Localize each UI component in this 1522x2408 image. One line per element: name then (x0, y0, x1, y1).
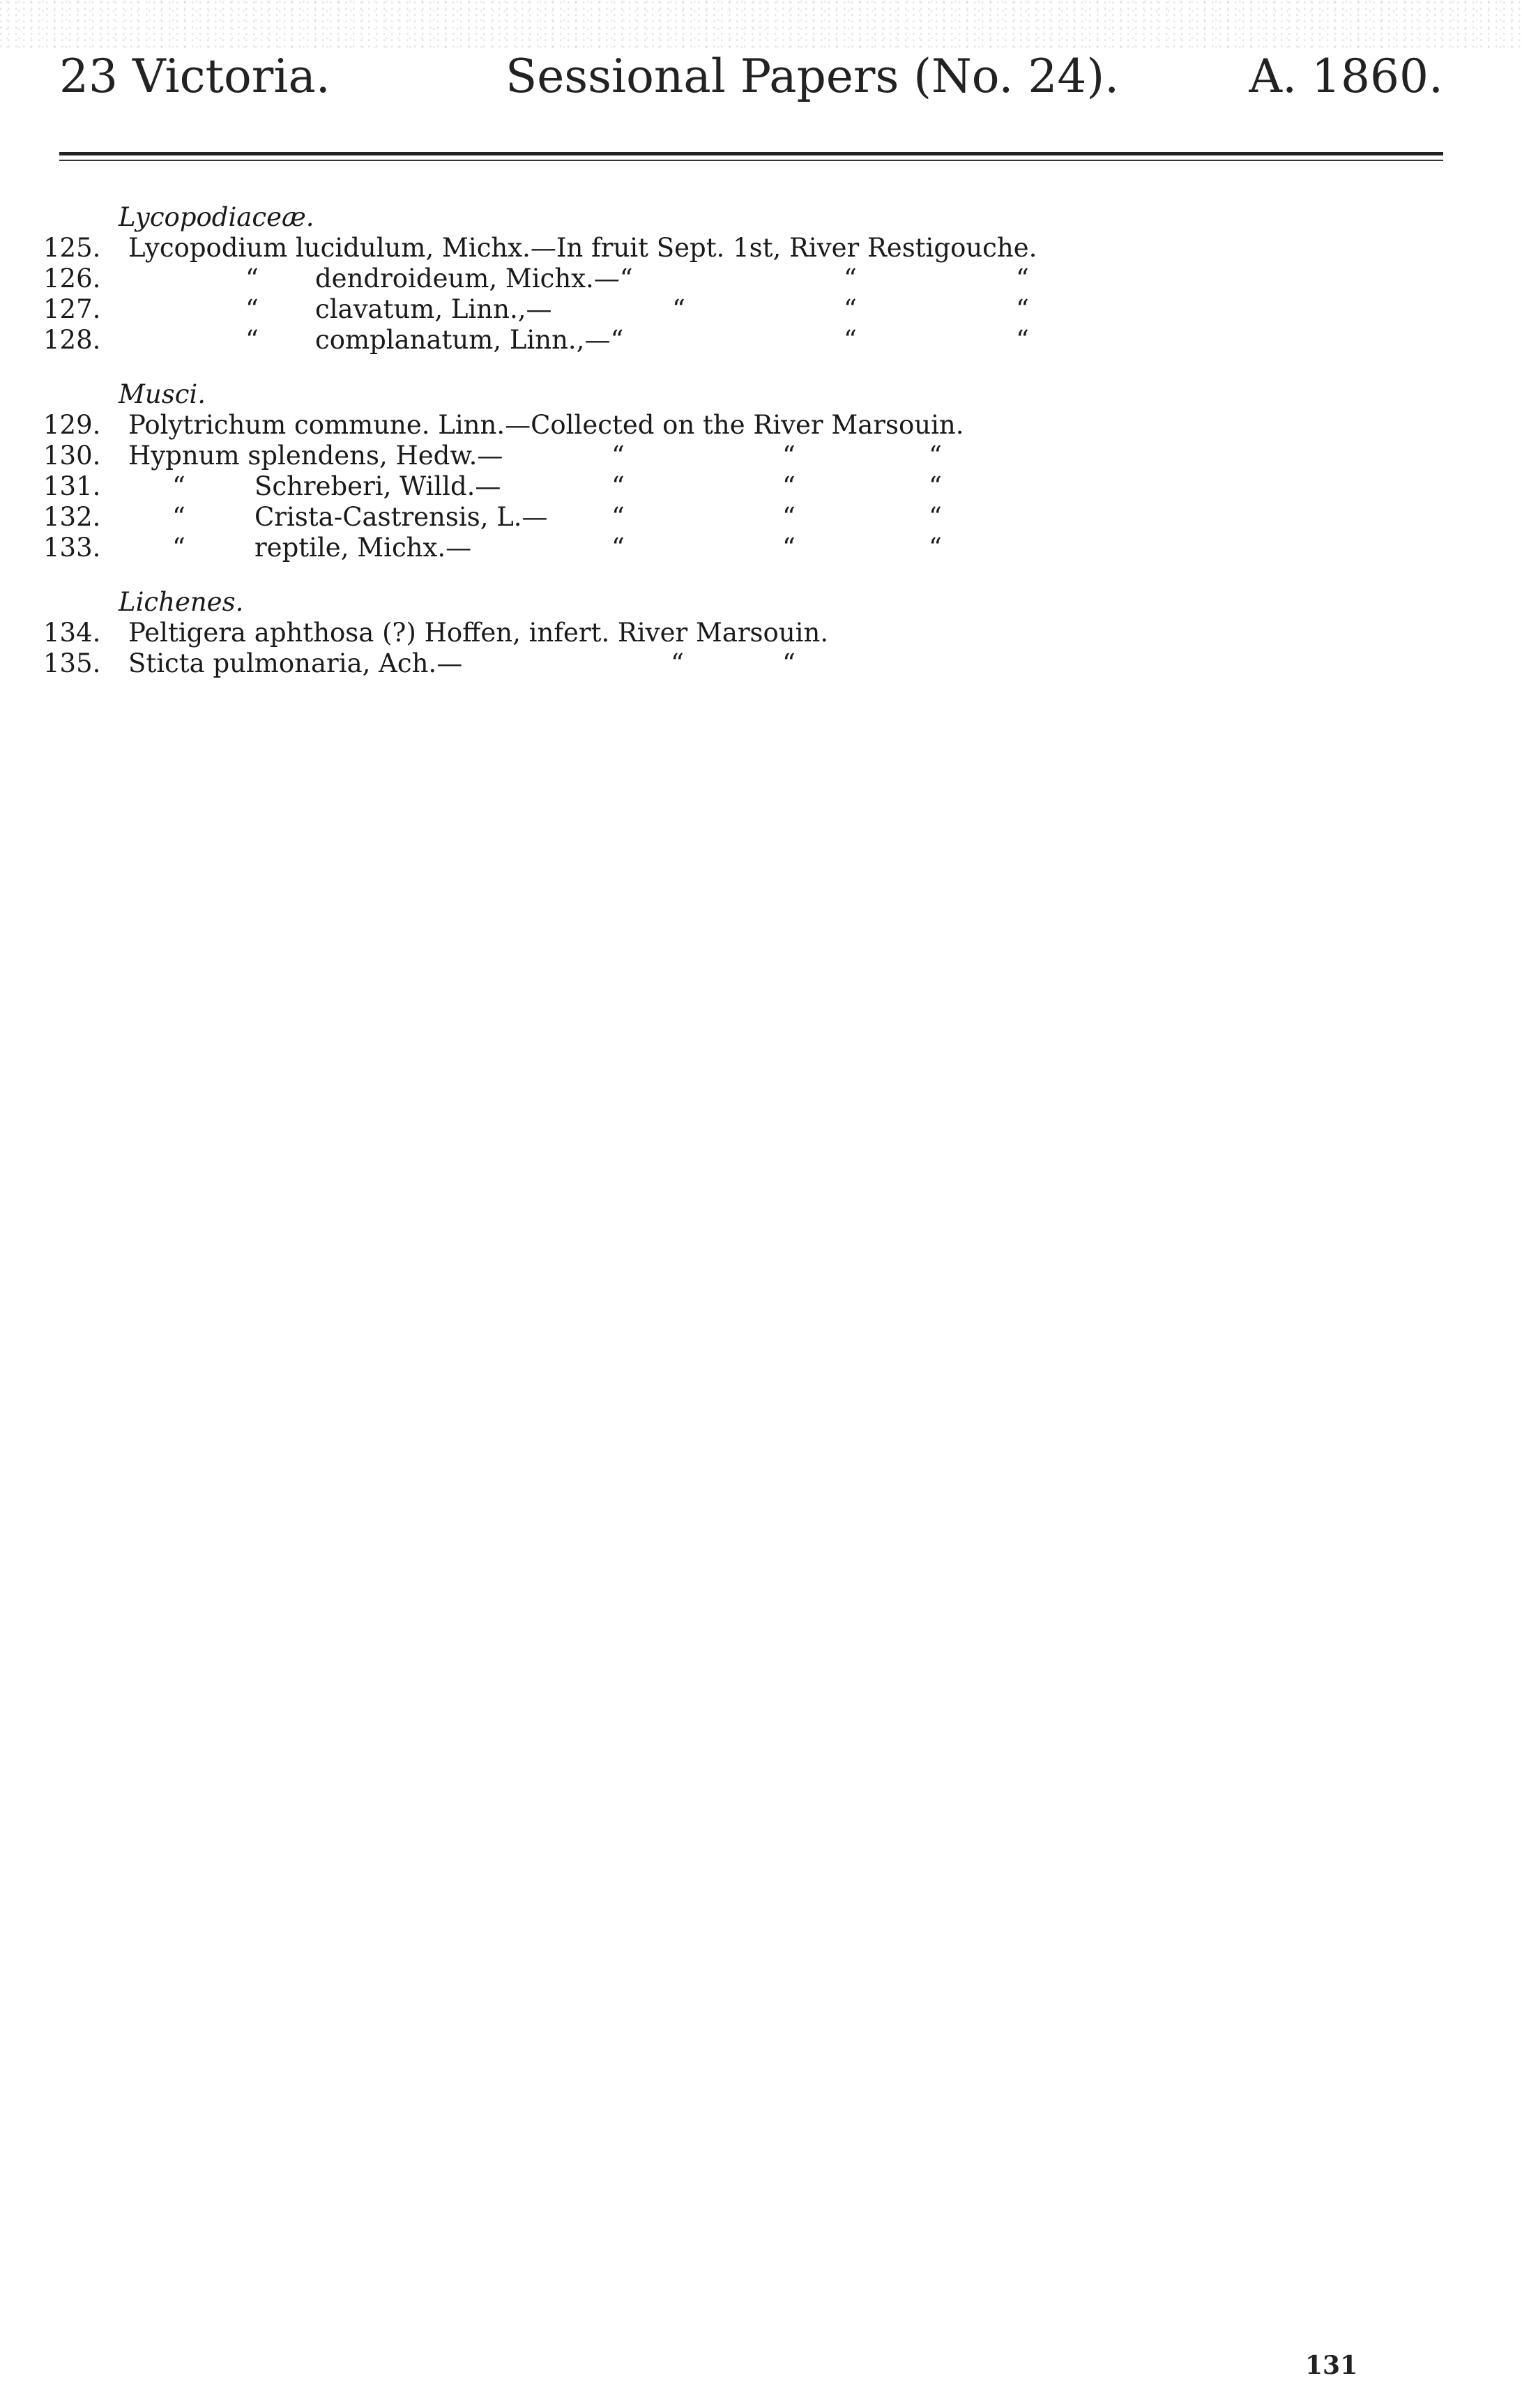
item-text: Polytrichum commune. Linn.—Collected on the River Marsouin. (128, 410, 964, 440)
item-number: 127. (43, 294, 101, 324)
ditto-mark: “ (844, 325, 857, 355)
list-item (43, 471, 1368, 502)
ditto-mark: “ (245, 264, 259, 294)
ditto-mark: “ (929, 533, 942, 563)
list-item (43, 233, 1368, 264)
running-header (59, 49, 1443, 105)
ditto-mark: “ (672, 294, 685, 324)
item-text: Hypnum splendens, Hedw.— (128, 441, 503, 471)
item-text: Crista-Castrensis, L.— (254, 502, 548, 532)
item-number: 131. (43, 471, 101, 501)
ditto-mark: “ (782, 502, 796, 532)
ditto-mark: “ (844, 294, 857, 324)
ditto-mark: “ (1016, 325, 1029, 355)
ditto-mark: “ (172, 502, 185, 532)
list-item (43, 264, 1368, 294)
section-lichenes (43, 587, 1368, 679)
list-item (43, 533, 1368, 563)
item-number: 134. (43, 618, 101, 648)
header-left: 23 Victoria. (59, 49, 330, 103)
ditto-mark: “ (782, 533, 796, 563)
item-text: complanatum, Linn.,—“ (315, 325, 624, 355)
item-text: dendroideum, Michx.—“ (315, 264, 633, 294)
item-number: 129. (43, 410, 101, 440)
item-number: 125. (43, 233, 101, 263)
ditto-mark: “ (929, 471, 942, 501)
list-item (43, 648, 1368, 679)
section-heading: Lycopodiaceæ. (119, 202, 314, 232)
paper-noise (0, 0, 1522, 49)
ditto-mark: “ (172, 533, 185, 563)
ditto-mark: “ (245, 294, 259, 324)
item-number: 135. (43, 648, 101, 678)
ditto-mark: “ (782, 441, 796, 471)
ditto-mark: “ (671, 648, 684, 678)
ditto-mark: “ (782, 648, 796, 678)
item-text: Schreberi, Willd.— (254, 471, 501, 501)
section-musci (43, 379, 1368, 563)
section-lycopodiaceae (43, 202, 1368, 356)
item-number: 130. (43, 441, 101, 471)
ditto-mark: “ (1016, 294, 1029, 324)
item-text: clavatum, Linn.,— (315, 294, 552, 324)
ditto-mark: “ (172, 471, 185, 501)
list-item (43, 410, 1368, 441)
section-heading: Lichenes. (119, 587, 244, 617)
list-item (43, 502, 1368, 533)
list-item (43, 441, 1368, 471)
ditto-mark: “ (929, 441, 942, 471)
item-text: reptile, Michx.— (254, 533, 472, 563)
species-list (43, 202, 1368, 703)
ditto-mark: “ (929, 502, 942, 532)
ditto-mark: “ (611, 533, 625, 563)
item-number: 133. (43, 533, 101, 563)
page-number: 131 (1305, 2351, 1358, 2380)
list-item (43, 618, 1368, 648)
item-text: Lycopodium lucidulum, Michx.—In fruit Sept. 1st, River Restigouche. (128, 233, 1037, 263)
header-center: Sessional Papers (No. 24). (505, 49, 1120, 103)
ditto-mark: “ (245, 325, 259, 355)
ditto-mark: “ (844, 264, 857, 294)
header-rule-thick (59, 152, 1443, 155)
item-number: 132. (43, 502, 101, 532)
section-heading: Musci. (119, 379, 206, 409)
ditto-mark: “ (611, 502, 625, 532)
item-number: 128. (43, 325, 101, 355)
list-item (43, 325, 1368, 356)
ditto-mark: “ (611, 441, 625, 471)
item-text: Sticta pulmonaria, Ach.— (128, 648, 463, 678)
item-text: Peltigera aphthosa (?) Hoffen, infert. River Marsouin. (128, 618, 829, 648)
header-right: A. 1860. (1249, 49, 1443, 103)
ditto-mark: “ (611, 471, 625, 501)
ditto-mark: “ (782, 471, 796, 501)
header-rule-thin (59, 160, 1443, 161)
list-item (43, 294, 1368, 325)
item-number: 126. (43, 264, 101, 294)
ditto-mark: “ (1016, 264, 1029, 294)
